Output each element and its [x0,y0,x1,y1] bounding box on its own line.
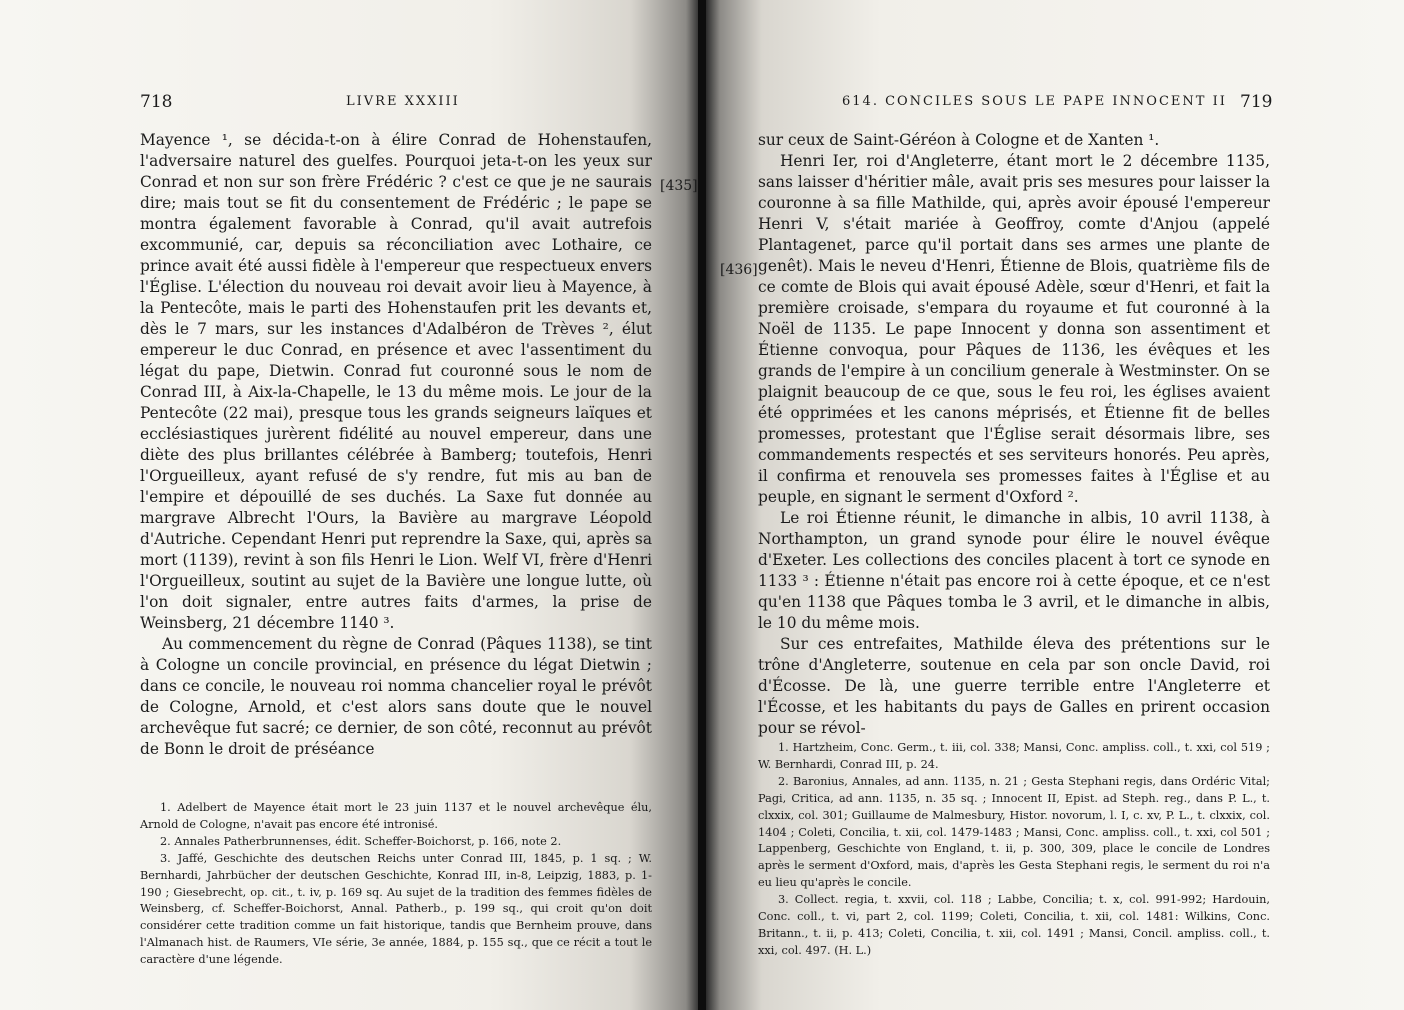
footnotes-left [140,800,652,969]
paragraph: sur ceux de Saint-Géréon à Cologne et de Xanten ¹. [758,131,1160,149]
body-text-left [140,130,652,760]
footnotes-right [758,740,1270,960]
footnote: 3. Jaffé, Geschichte des deutschen Reichs unter Conrad III, 1845, p. 1 sq. ; W. Bernhardi, Jahrbücher der deutschen Geschichte, Konrad III, in-8, Leipzig, 1883, p. 1-190 ; Giesebrecht, op. cit., t. iv, p. 169 sq. Au sujet de la tradition des femmes fidèles de Weinsberg, cf. Scheffer-Boichorst, Annal. Patherb., p. 199 sq., qui croit qu'on doit considérer cette tradition comme un fait historique, tandis que Bernheim prouve, dans l'Almanach hist. de Raumers, VIe série, 3e année, 1884, p. 155 sq., que ce récit a tout le caractère d'une légende. [140,851,652,967]
footnote: 1. Hartzheim, Conc. Germ., t. iii, col. 338; Mansi, Conc. ampliss. coll., t. xxi, col 519 ; W. Bernhardi, Conrad III, p. 24. [758,741,1270,771]
running-head-right: 614. CONCILES SOUS LE PAPE INNOCENT II [842,94,1227,109]
paragraph: Henri Ier, roi d'Angleterre, étant mort le 2 décembre 1135, sans laisser d'héritier mâle, avait pris ses mesures pour laisser la couronne à sa fille Mathilde, qui, après avoir épousé l'empereur Henri V, s'était mariée à Geoffroy, comte d'Anjou (appelé Plantagenet, parce qu'il portait dans ses armes une plante de genêt). Mais le neveu d'Henri, Étienne de Blois, quatrième fils de ce comte de Blois qui avait épousé Adèle, sœur d'Henri, et fait la première croisade, s'empara du royaume et fut couronné à la Noël de 1135. Le pape Innocent y donna son assentiment et Étienne convoqua, pour Pâques de 1136, les évêques et les grands de l'empire à un concilium generale à Westminster. On se plaignit beaucoup de ce que, sous le feu roi, les églises avaient été opprimées et les canons méprisés, et Étienne fit de belles promesses, protestant que l'Église serait désormais libre, ses commandements respectés et ses serviteurs honorés. Peu après, il confirma et renouvela ses promesses faites à l'Église et au peuple, en signant le serment d'Oxford ². [758,152,1270,506]
running-head-left: LIVRE XXXIII [346,94,460,109]
page-number-right: 719 [1240,92,1273,112]
page-number-left: 718 [140,92,173,112]
paragraph: Le roi Étienne réunit, le dimanche in albis, 10 avril 1138, à Northampton, un grand synode pour élire le nouvel évêque d'Exeter. Les collections des conciles placent à tort ce synode en 1133 ³ : Étienne n'était pas encore roi à cette époque, et ce n'est qu'en 1138 que Pâques tomba le 3 avril, et le dimanche in albis, le 10 du même mois. [758,509,1270,632]
margin-ref-left: [435] [660,178,698,194]
margin-ref-right: [436] [720,262,758,278]
right-page [706,0,1404,1010]
body-text-right [758,130,1270,739]
paragraph: Mayence ¹, se décida-t-on à élire Conrad de Hohenstaufen, l'adversaire naturel des guelfes. Pourquoi jeta-t-on les yeux sur Conrad et non sur son frère Frédéric ? c'est ce que je ne saurais dire; mais tout se fit du consentement de Frédéric ; le pape se montra également favorable à Conrad, qu'il avait autrefois excommunié, car, depuis sa réconciliation avec Lothaire, ce prince avait été aussi fidèle à l'empereur que respectueux envers l'Église. L'élection du nouveau roi devait avoir lieu à Mayence, à la Pentecôte, mais le parti des Hohenstaufen prit les devants et, dès le 7 mars, sur les instances d'Adalbéron de Trèves ², élut empereur le duc Conrad, en présence et avec l'assentiment du légat du pape, Dietwin. Conrad fut couronné sous le nom de Conrad III, à Aix-la-Chapelle, le 13 du même mois. Le jour de la Pentecôte (22 mai), presque tous les grands seigneurs laïques et ecclésiastiques jurèrent fidélité au nouvel empereur, dans une diète des plus brillantes célébrée à Bamberg; toutefois, Henri l'Orgueilleux, ayant refusé de s'y rendre, fut mis au ban de l'empire et dépouillé de ses duchés. La Saxe fut donnée au margrave Albrecht l'Ours, la Bavière au margrave Léopold d'Autriche. Cependant Henri put reprendre la Saxe, qui, après sa mort (1139), revint à son fils Henri le Lion. Welf VI, frère d'Henri l'Orgueilleux, soutint au sujet de la Bavière une longue lutte, où l'on doit signaler, entre autres faits d'armes, la prise de Weinsberg, 21 décembre 1140 ³. [140,131,652,632]
paragraph: Sur ces entrefaites, Mathilde éleva des prétentions sur le trône d'Angleterre, soutenue en cela par son oncle David, roi d'Écosse. De là, une guerre terrible entre l'Angleterre et l'Écosse, et les habitants du pays de Galles en prirent occasion pour se révol- [758,635,1270,737]
footnote: 2. Baronius, Annales, ad ann. 1135, n. 21 ; Gesta Stephani regis, dans Ordéric Vital; Pagi, Critica, ad ann. 1135, n. 35 sq. ; Innocent II, Epist. ad Steph. reg., dans P. L., t. clxxix, col. 301; Guillaume de Malmesbury, Histor. novorum, l. I, c. xv, P. L., t. clxxix, col. 1404 ; Coleti, Concilia, t. xii, col. 1479-1483 ; Mansi, Conc. ampliss. coll., t. xxi, col 501 ; Lappenberg, Geschichte von England, t. ii, p. 300, 309, place le concile de Londres après le serment d'Oxford, mais, d'après les Gesta Stephani regis, le serment du roi n'a eu lieu qu'après le concile. [758,774,1270,890]
left-page [0,0,700,1010]
footnote: 2. Annales Patherbrunnenses, édit. Scheffer-Boichorst, p. 166, note 2. [160,834,562,848]
footnote: 1. Adelbert de Mayence était mort le 23 juin 1137 et le nouvel archevêque élu, Arnold de Cologne, n'avait pas encore été intronisé. [140,801,652,831]
footnote: 3. Collect. regia, t. xxvii, col. 118 ; Labbe, Concilia; t. x, col. 991-992; Hardouin, Conc. coll., t. vi, part 2, col. 1199; Coleti, Concilia, t. xii, col. 1481: Wilkins, Conc. Britann., t. ii, p. 413; Coleti, Concilia, t. xii, col. 1491 ; Mansi, Concil. ampliss. coll., t. xxi, col. 497. (H. L.) [758,893,1270,957]
paragraph: Au commencement du règne de Conrad (Pâques 1138), se tint à Cologne un concile provincial, en présence du légat Dietwin ; dans ce concile, le nouveau roi nomma chancelier royal le prévôt de Cologne, Arnold, et c'est alors sans doute que le nouvel archevêque fut sacré; ce dernier, de son côté, reconnut au prévôt de Bonn le droit de préséance [140,635,652,758]
